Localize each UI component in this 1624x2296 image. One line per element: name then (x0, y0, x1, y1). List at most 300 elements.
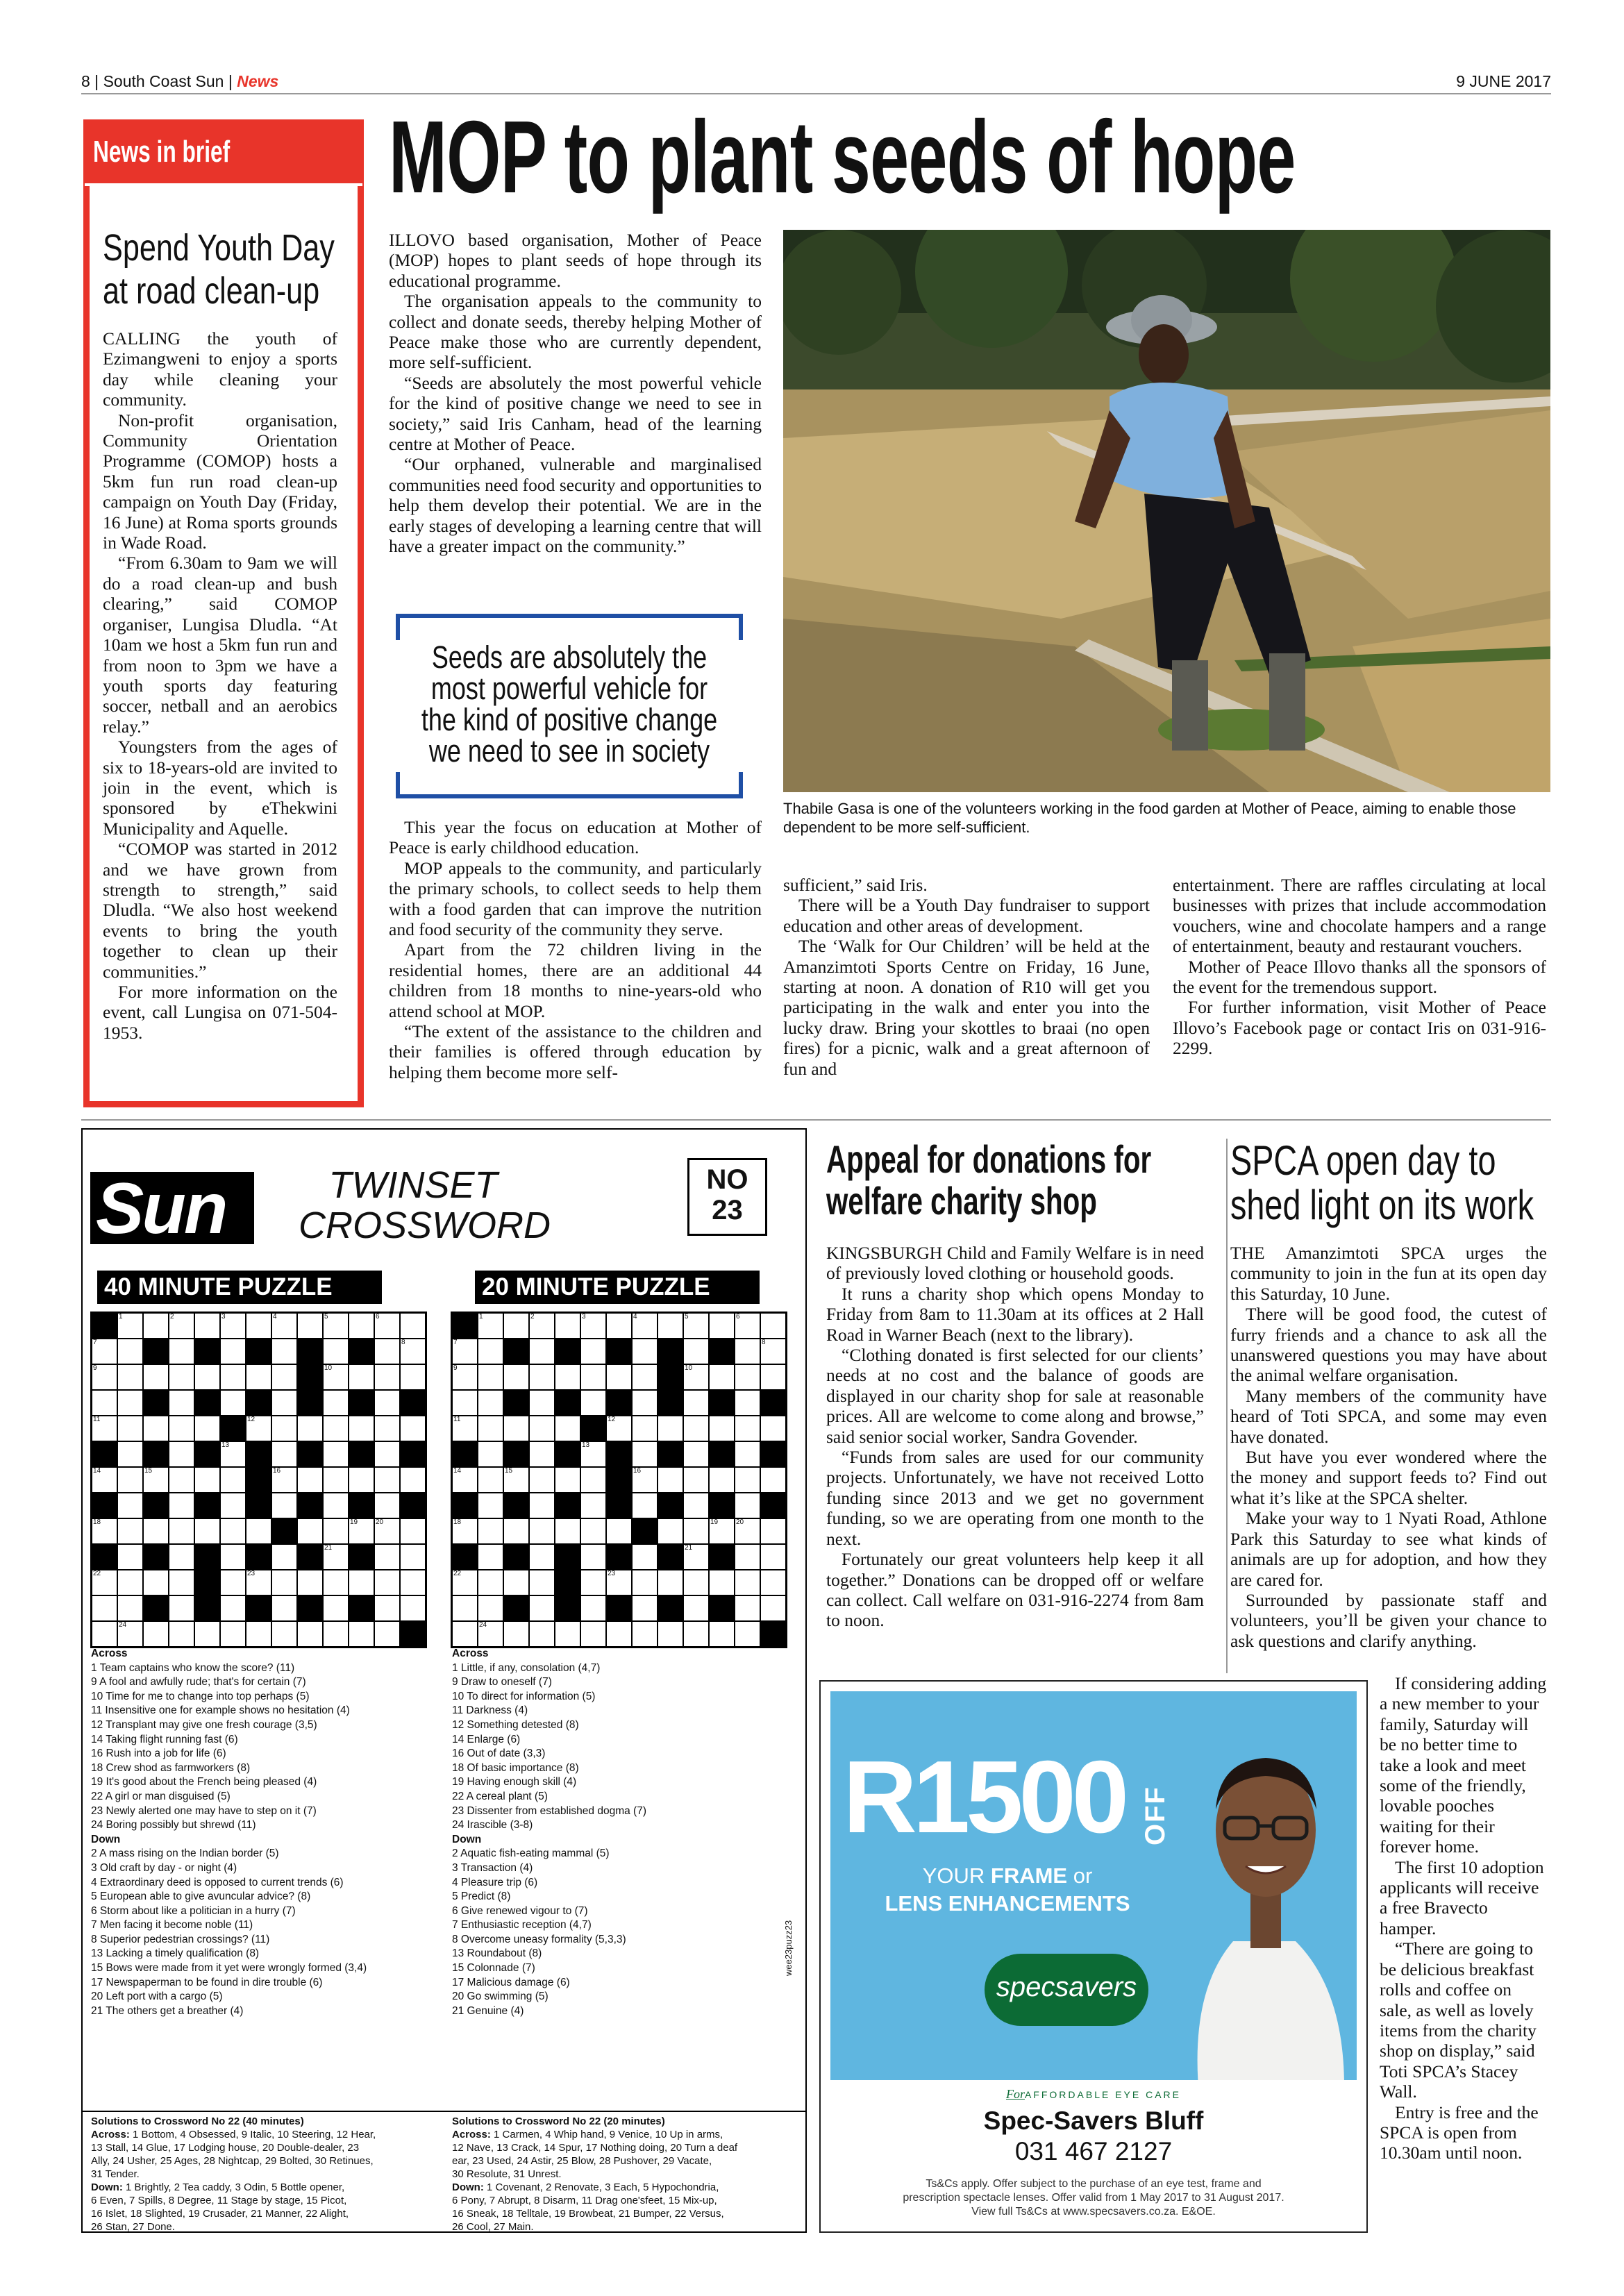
grid-cell[interactable] (580, 1518, 606, 1544)
grid-cell[interactable] (297, 1467, 323, 1493)
grid-cell[interactable] (529, 1313, 555, 1339)
grid-cell-black (555, 1544, 580, 1570)
grid-cell[interactable] (271, 1364, 297, 1390)
mop-col1-bottom (389, 817, 762, 1082)
publication-name: South Coast Sun (103, 72, 224, 90)
grid-cell[interactable] (194, 1364, 220, 1390)
grid-cell[interactable] (452, 1467, 478, 1493)
grid-cell[interactable] (760, 1518, 786, 1544)
grid-cell[interactable] (194, 1416, 220, 1441)
grid-cell-black (349, 1441, 374, 1467)
grid-cell[interactable] (323, 1544, 349, 1570)
grid-cell[interactable] (503, 1621, 529, 1647)
grid-cell[interactable] (709, 1416, 735, 1441)
grid-cell[interactable] (709, 1621, 735, 1647)
grid-cell[interactable] (735, 1518, 760, 1544)
grid-cell[interactable] (117, 1441, 143, 1467)
grid-cell[interactable] (117, 1339, 143, 1364)
grid-cell[interactable] (169, 1364, 194, 1390)
grid-cell[interactable] (246, 1313, 271, 1339)
grid-cell[interactable] (760, 1595, 786, 1621)
grid-cell[interactable] (169, 1467, 194, 1493)
grid-cell[interactable] (400, 1570, 426, 1595)
solutions-line: Down: 1 Brightly, 2 Tea caddy, 3 Odin, 5 Bottle opener, (91, 2181, 345, 2193)
grid-cell[interactable] (374, 1595, 400, 1621)
grid-cell[interactable] (169, 1570, 194, 1595)
grid-cell[interactable] (143, 1570, 169, 1595)
grid-cell[interactable] (709, 1313, 735, 1339)
grid-cell[interactable] (246, 1621, 271, 1647)
grid-cell[interactable] (194, 1313, 220, 1339)
clue: 23 Dissenter from established dogma (7) (452, 1804, 646, 1817)
grid-cell[interactable] (297, 1621, 323, 1647)
nib-para: Non-profit organisation, Community Orientation Programme (COMOP) hosts a 5km fun run road clean-up campaign on Youth Day (Friday, 16 June) at Roma sports grounds in Wade Road. (103, 410, 337, 553)
grid-cell[interactable] (580, 1364, 606, 1390)
clue-number: 8 (762, 1339, 766, 1346)
grid-cell[interactable] (400, 1364, 426, 1390)
grid-cell[interactable] (683, 1467, 709, 1493)
grid-cell[interactable] (529, 1364, 555, 1390)
grid-cell[interactable] (683, 1416, 709, 1441)
grid-cell[interactable] (323, 1518, 349, 1544)
grid-cell[interactable] (632, 1313, 658, 1339)
ad-phone[interactable]: 031 467 2127 (1014, 2137, 1173, 2165)
grid-cell[interactable] (503, 1518, 529, 1544)
grid-cell[interactable] (374, 1416, 400, 1441)
grid-cell[interactable] (760, 1364, 786, 1390)
grid-cell[interactable] (117, 1313, 143, 1339)
grid-cell[interactable] (374, 1467, 400, 1493)
grid-cell[interactable] (503, 1313, 529, 1339)
grid-cell[interactable] (503, 1570, 529, 1595)
grid-cell[interactable] (220, 1570, 246, 1595)
grid-cell[interactable] (632, 1441, 658, 1467)
grid-cell[interactable] (92, 1390, 117, 1416)
grid-cell[interactable] (735, 1364, 760, 1390)
crossword-grid-40[interactable] (90, 1312, 427, 1648)
grid-cell[interactable] (92, 1339, 117, 1364)
grid-cell[interactable] (374, 1493, 400, 1518)
grid-cell[interactable] (323, 1621, 349, 1647)
grid-cell[interactable] (529, 1493, 555, 1518)
grid-cell[interactable] (735, 1390, 760, 1416)
grid-cell[interactable] (374, 1621, 400, 1647)
grid-cell[interactable] (271, 1441, 297, 1467)
mop-col3 (1173, 875, 1546, 1059)
grid-cell[interactable] (323, 1313, 349, 1339)
grid-cell[interactable] (194, 1621, 220, 1647)
grid-cell[interactable] (169, 1313, 194, 1339)
grid-cell[interactable] (452, 1339, 478, 1364)
grid-cell[interactable] (169, 1518, 194, 1544)
section-name: News (237, 72, 279, 90)
grid-cell[interactable] (143, 1364, 169, 1390)
grid-cell[interactable] (503, 1364, 529, 1390)
grid-cell[interactable] (220, 1518, 246, 1544)
grid-cell[interactable] (271, 1390, 297, 1416)
grid-cell[interactable] (709, 1518, 735, 1544)
grid-cell[interactable] (92, 1570, 117, 1595)
grid-cell[interactable] (735, 1621, 760, 1647)
clue: 2 Aquatic fish-eating mammal (5) (452, 1847, 610, 1860)
clue-number: 11 (453, 1416, 461, 1423)
grid-cell[interactable] (632, 1467, 658, 1493)
grid-cell[interactable] (349, 1467, 374, 1493)
grid-cell[interactable] (117, 1621, 143, 1647)
grid-cell[interactable] (220, 1390, 246, 1416)
grid-cell[interactable] (297, 1570, 323, 1595)
grid-cell[interactable] (220, 1339, 246, 1364)
grid-cell[interactable] (271, 1595, 297, 1621)
grid-cell[interactable] (117, 1364, 143, 1390)
grid-cell[interactable] (503, 1467, 529, 1493)
grid-cell[interactable] (555, 1364, 580, 1390)
mop-para: “The extent of the assistance to the children and their families is offered through education by helping them become more self- (389, 1021, 762, 1082)
grid-cell[interactable] (478, 1339, 503, 1364)
grid-cell[interactable] (709, 1467, 735, 1493)
grid-cell[interactable] (529, 1621, 555, 1647)
grid-cell[interactable] (683, 1313, 709, 1339)
grid-cell[interactable] (683, 1621, 709, 1647)
grid-cell[interactable] (271, 1339, 297, 1364)
grid-cell[interactable] (632, 1570, 658, 1595)
grid-cell[interactable] (271, 1313, 297, 1339)
grid-cell[interactable] (760, 1416, 786, 1441)
grid-cell[interactable] (683, 1544, 709, 1570)
grid-cell[interactable] (735, 1441, 760, 1467)
grid-cell[interactable] (143, 1467, 169, 1493)
grid-cell[interactable] (194, 1467, 220, 1493)
grid-cell[interactable] (194, 1518, 220, 1544)
grid-cell[interactable] (169, 1339, 194, 1364)
grid-cell[interactable] (632, 1390, 658, 1416)
clue: 3 Transaction (4) (452, 1861, 533, 1874)
grid-cell[interactable] (169, 1621, 194, 1647)
grid-cell[interactable] (478, 1313, 503, 1339)
grid-cell[interactable] (297, 1313, 323, 1339)
grid-cell[interactable] (246, 1570, 271, 1595)
grid-cell[interactable] (709, 1570, 735, 1595)
grid-cell[interactable] (323, 1493, 349, 1518)
grid-cell[interactable] (271, 1570, 297, 1595)
spca-para: But have you ever wondered where the the money and support feeds to? Find out what it’s like at the SPCA shelter. (1230, 1447, 1547, 1508)
grid-cell[interactable] (117, 1570, 143, 1595)
grid-cell[interactable] (349, 1518, 374, 1544)
grid-cell[interactable] (297, 1416, 323, 1441)
grid-cell[interactable] (323, 1390, 349, 1416)
grid-cell[interactable] (220, 1364, 246, 1390)
grid-cell-black (143, 1595, 169, 1621)
grid-cell[interactable] (709, 1364, 735, 1390)
grid-cell[interactable] (400, 1313, 426, 1339)
clue-number: 4 (633, 1313, 637, 1321)
grid-cell[interactable] (529, 1595, 555, 1621)
grid-cell[interactable] (452, 1621, 478, 1647)
spca-body (1230, 1243, 1547, 1651)
grid-cell-black (246, 1544, 271, 1570)
mop-para: This year the focus on education at Mother of Peace is early childhood education. (389, 817, 762, 858)
grid-cell[interactable] (683, 1595, 709, 1621)
grid-cell[interactable] (400, 1467, 426, 1493)
grid-cell[interactable] (632, 1339, 658, 1364)
grid-cell[interactable] (683, 1364, 709, 1390)
grid-cell[interactable] (400, 1544, 426, 1570)
grid-cell[interactable] (374, 1570, 400, 1595)
mop-para: MOP appeals to the community, and particularly the primary schools, to collect seeds to help them with a food garden that can improve the nutrition and food security of the community they serve. (389, 857, 762, 940)
clue: 7 Enthusiastic reception (4,7) (452, 1919, 592, 1932)
grid-cell[interactable] (92, 1621, 117, 1647)
grid-cell[interactable] (555, 1621, 580, 1647)
grid-cell[interactable] (735, 1339, 760, 1364)
grid-cell[interactable] (92, 1416, 117, 1441)
grid-cell[interactable] (580, 1621, 606, 1647)
grid-cell[interactable] (117, 1518, 143, 1544)
grid-cell[interactable] (478, 1493, 503, 1518)
grid-cell[interactable] (400, 1339, 426, 1364)
grid-cell[interactable] (323, 1339, 349, 1364)
grid-cell[interactable] (580, 1339, 606, 1364)
grid-cell[interactable] (349, 1313, 374, 1339)
grid-cell[interactable] (323, 1467, 349, 1493)
grid-cell[interactable] (297, 1518, 323, 1544)
grid-cell[interactable] (271, 1544, 297, 1570)
clue-number: 19 (350, 1518, 358, 1526)
grid-cell[interactable] (735, 1467, 760, 1493)
grid-cell[interactable] (632, 1621, 658, 1647)
grid-cell[interactable] (92, 1364, 117, 1390)
grid-cell[interactable] (374, 1390, 400, 1416)
grid-cell[interactable] (606, 1364, 632, 1390)
grid-cell[interactable] (271, 1621, 297, 1647)
photo-caption: Thabile Gasa is one of the volunteers working in the food garden at Mother of Peace, aiming to enable those dependent to be more self-sufficient. (783, 800, 1516, 836)
grid-cell[interactable] (271, 1416, 297, 1441)
grid-cell[interactable] (478, 1570, 503, 1595)
grid-cell[interactable] (683, 1390, 709, 1416)
grid-cell[interactable] (478, 1518, 503, 1544)
grid-cell[interactable] (735, 1416, 760, 1441)
grid-cell[interactable] (632, 1416, 658, 1441)
grid-cell[interactable] (529, 1416, 555, 1441)
grid-cell[interactable] (478, 1544, 503, 1570)
grid-cell[interactable] (220, 1313, 246, 1339)
grid-cell[interactable] (246, 1416, 271, 1441)
grid-cell[interactable] (271, 1493, 297, 1518)
grid-cell[interactable] (143, 1621, 169, 1647)
grid-cell[interactable] (580, 1595, 606, 1621)
grid-cell[interactable] (735, 1544, 760, 1570)
crossword-grid-20[interactable] (451, 1312, 787, 1648)
grid-cell[interactable] (271, 1467, 297, 1493)
grid-cell[interactable] (503, 1416, 529, 1441)
grid-cell[interactable] (143, 1518, 169, 1544)
grid-cell[interactable] (92, 1518, 117, 1544)
grid-cell[interactable] (169, 1595, 194, 1621)
grid-cell[interactable] (323, 1595, 349, 1621)
grid-cell[interactable] (478, 1416, 503, 1441)
grid-cell[interactable] (760, 1313, 786, 1339)
grid-cell[interactable] (220, 1544, 246, 1570)
grid-cell[interactable] (143, 1416, 169, 1441)
grid-cell-black (452, 1313, 478, 1339)
clue: 9 Draw to oneself (7) (452, 1676, 552, 1689)
grid-cell[interactable] (117, 1493, 143, 1518)
grid-cell[interactable] (735, 1570, 760, 1595)
grid-cell[interactable] (169, 1493, 194, 1518)
solutions-40 (91, 2115, 376, 2234)
grid-cell[interactable] (760, 1467, 786, 1493)
grid-cell[interactable] (117, 1544, 143, 1570)
grid-cell[interactable] (580, 1390, 606, 1416)
grid-cell[interactable] (220, 1595, 246, 1621)
grid-cell[interactable] (658, 1621, 683, 1647)
garden-photo (783, 230, 1550, 792)
grid-cell[interactable] (529, 1339, 555, 1364)
grid-cell[interactable] (400, 1518, 426, 1544)
clue: 16 Out of date (3,3) (452, 1748, 546, 1760)
grid-cell[interactable] (349, 1416, 374, 1441)
grid-cell-black (503, 1595, 529, 1621)
grid-cell[interactable] (452, 1595, 478, 1621)
grid-cell[interactable] (478, 1595, 503, 1621)
grid-cell[interactable] (683, 1441, 709, 1467)
grid-cell[interactable] (374, 1313, 400, 1339)
grid-cell[interactable] (658, 1416, 683, 1441)
grid-cell[interactable] (529, 1467, 555, 1493)
grid-cell[interactable] (220, 1493, 246, 1518)
solutions-line: Across: 1 Bottom, 4 Obsessed, 9 Italic, 10 Steering, 12 Hear, (91, 2129, 376, 2140)
grid-cell[interactable] (632, 1595, 658, 1621)
grid-cell[interactable] (349, 1570, 374, 1595)
grid-cell-black (246, 1390, 271, 1416)
grid-cell[interactable] (117, 1390, 143, 1416)
grid-cell[interactable] (452, 1364, 478, 1390)
grid-cell[interactable] (760, 1339, 786, 1364)
grid-cell[interactable] (580, 1570, 606, 1595)
grid-cell[interactable] (374, 1441, 400, 1467)
grid-cell[interactable] (529, 1441, 555, 1467)
grid-cell[interactable] (169, 1390, 194, 1416)
clue: 8 Overcome uneasy formality (5,3,3) (452, 1933, 626, 1945)
grid-cell[interactable] (478, 1467, 503, 1493)
grid-cell[interactable] (323, 1364, 349, 1390)
grid-cell[interactable] (92, 1595, 117, 1621)
grid-cell[interactable] (529, 1570, 555, 1595)
grid-cell[interactable] (478, 1441, 503, 1467)
grid-cell[interactable] (452, 1518, 478, 1544)
grid-cell[interactable] (606, 1313, 632, 1339)
grid-cell[interactable] (632, 1493, 658, 1518)
grid-cell[interactable] (580, 1467, 606, 1493)
grid-cell[interactable] (246, 1518, 271, 1544)
grid-cell[interactable] (735, 1313, 760, 1339)
grid-cell[interactable] (117, 1416, 143, 1441)
clue: 19 Having enough skill (4) (452, 1776, 577, 1788)
grid-cell[interactable] (555, 1313, 580, 1339)
puzzle-40-label (97, 1271, 382, 1304)
grid-cell[interactable] (632, 1364, 658, 1390)
grid-cell[interactable] (683, 1570, 709, 1595)
grid-cell[interactable] (478, 1390, 503, 1416)
grid-cell[interactable] (735, 1493, 760, 1518)
grid-cell[interactable] (606, 1570, 632, 1595)
grid-cell[interactable] (349, 1621, 374, 1647)
grid-cell[interactable] (529, 1390, 555, 1416)
grid-cell[interactable] (374, 1364, 400, 1390)
grid-cell[interactable] (220, 1441, 246, 1467)
grid-cell[interactable] (92, 1467, 117, 1493)
grid-cell[interactable] (143, 1313, 169, 1339)
grid-cell-black (658, 1339, 683, 1364)
grid-cell[interactable] (580, 1493, 606, 1518)
grid-cell[interactable] (374, 1339, 400, 1364)
grid-cell[interactable] (735, 1595, 760, 1621)
grid-cell[interactable] (606, 1518, 632, 1544)
grid-cell[interactable] (374, 1544, 400, 1570)
grid-cell[interactable] (323, 1416, 349, 1441)
grid-cell[interactable] (349, 1364, 374, 1390)
grid-cell[interactable] (220, 1467, 246, 1493)
grid-cell[interactable] (658, 1570, 683, 1595)
grid-cell[interactable] (555, 1518, 580, 1544)
grid-cell[interactable] (452, 1416, 478, 1441)
grid-cell[interactable] (220, 1621, 246, 1647)
grid-cell[interactable] (117, 1595, 143, 1621)
grid-cell[interactable] (658, 1518, 683, 1544)
grid-cell[interactable] (400, 1416, 426, 1441)
grid-cell[interactable] (529, 1544, 555, 1570)
grid-cell[interactable] (580, 1544, 606, 1570)
grid-cell-black (658, 1441, 683, 1467)
spca-para: Make your way to 1 Nyati Road, Athlone Park this Saturday to see what kinds of animals are up for adoption, and how they are cared for. (1230, 1508, 1547, 1590)
grid-cell[interactable] (555, 1467, 580, 1493)
specsavers-ad[interactable] (819, 1680, 1368, 2233)
grid-cell[interactable] (117, 1467, 143, 1493)
grid-cell[interactable] (555, 1416, 580, 1441)
grid-cell[interactable] (374, 1518, 400, 1544)
grid-cell[interactable] (323, 1570, 349, 1595)
grid-cell[interactable] (169, 1441, 194, 1467)
grid-cell[interactable] (580, 1313, 606, 1339)
grid-cell[interactable] (658, 1467, 683, 1493)
grid-cell[interactable] (760, 1544, 786, 1570)
grid-cell[interactable] (580, 1441, 606, 1467)
grid-cell[interactable] (452, 1570, 478, 1595)
grid-cell[interactable] (760, 1570, 786, 1595)
grid-cell[interactable] (632, 1544, 658, 1570)
grid-cell[interactable] (169, 1416, 194, 1441)
ad-small-line: Ts&Cs apply. Offer subject to the purchase of an eye test, frame and (926, 2178, 1262, 2190)
grid-cell[interactable] (400, 1595, 426, 1621)
grid-cell[interactable] (606, 1621, 632, 1647)
grid-cell[interactable] (323, 1441, 349, 1467)
grid-cell[interactable] (246, 1364, 271, 1390)
grid-cell-black (580, 1416, 606, 1441)
grid-cell[interactable] (478, 1621, 503, 1647)
grid-cell[interactable] (658, 1313, 683, 1339)
grid-cell[interactable] (169, 1544, 194, 1570)
grid-cell[interactable] (683, 1339, 709, 1364)
grid-cell[interactable] (683, 1518, 709, 1544)
grid-cell-black (400, 1390, 426, 1416)
grid-cell[interactable] (529, 1518, 555, 1544)
grid-cell-black (658, 1493, 683, 1518)
grid-cell[interactable] (452, 1390, 478, 1416)
grid-cell[interactable] (478, 1364, 503, 1390)
grid-cell[interactable] (683, 1493, 709, 1518)
mop-para: entertainment. There are raffles circulating at local businesses with prizes that include accommodation vouchers, wine and chocolate hampers and a range of entertainment, beauty and restaurant vouchers. (1173, 875, 1546, 957)
banner-rule (85, 183, 362, 186)
grid-cell[interactable] (606, 1416, 632, 1441)
